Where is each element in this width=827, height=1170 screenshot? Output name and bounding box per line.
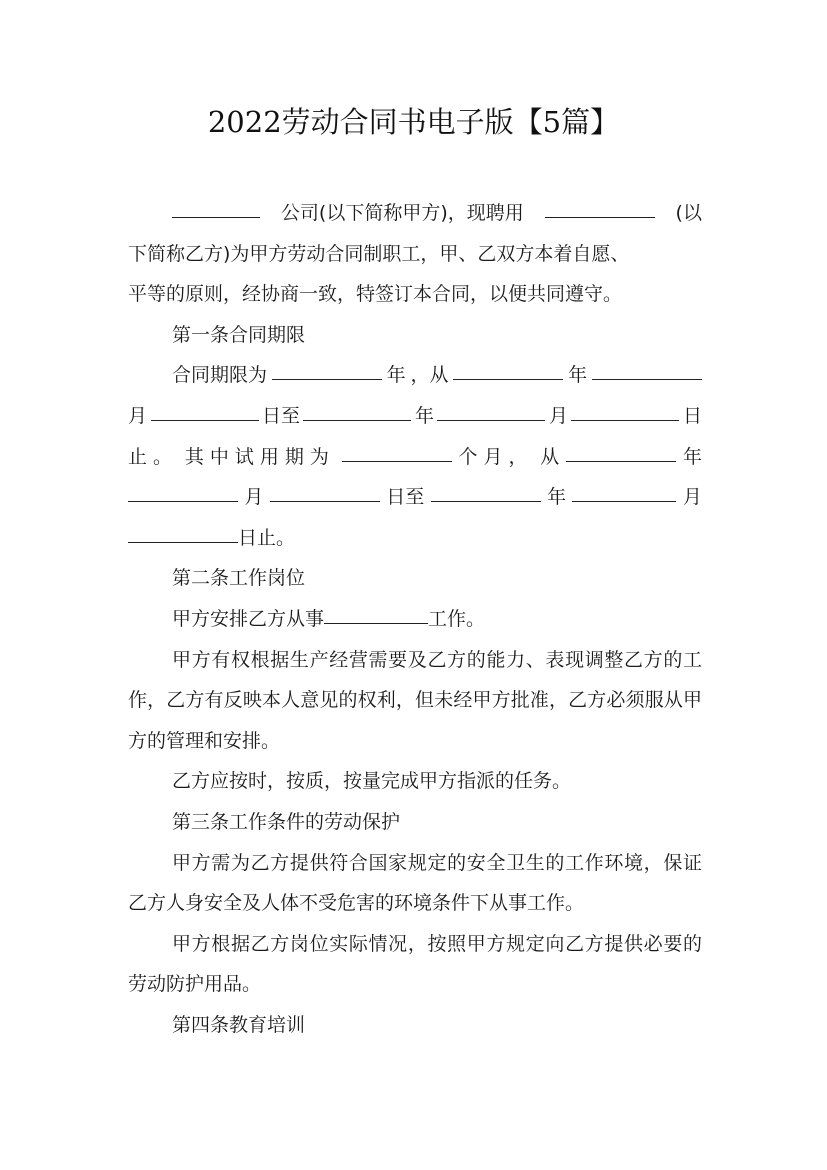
section-2-paragraph-2: 甲方有权根据生产经营需要及乙方的能力、表现调整乙方的工作，乙方有反映本人意见的权利，但未经甲方批准，乙方必须服从甲方的管理和安排。 xyxy=(128,648,702,752)
year-text: 年 xyxy=(386,364,406,387)
probation-months-blank xyxy=(342,437,452,462)
end-day-blank xyxy=(571,396,679,421)
month-text: 月 xyxy=(682,486,702,509)
end-year-blank xyxy=(303,396,411,421)
start-day-blank xyxy=(151,396,259,421)
job-blank xyxy=(324,599,428,624)
day-to-text: 日至 xyxy=(261,404,300,427)
section-1-heading: 第一条合同期限 xyxy=(172,323,306,346)
day-to-text: 日至 xyxy=(386,486,425,509)
intro-text-c: 下简称乙方)为甲方劳动合同制职工，甲、乙双方本着自愿、 xyxy=(128,242,630,265)
start-month-blank xyxy=(592,355,702,380)
probation-start-day-blank xyxy=(270,477,380,502)
year-text: 年 xyxy=(682,445,702,468)
year-text: 年 xyxy=(414,404,434,427)
intro-text-a: 公司(以下简称甲方)，现聘用 xyxy=(280,202,524,224)
term-line-1 xyxy=(128,355,702,396)
year-text: 年 xyxy=(547,486,567,509)
from-text: 从 xyxy=(540,445,560,468)
from-text: ，从 xyxy=(410,364,449,387)
stop-text: 止。 xyxy=(128,445,179,468)
end-month-blank xyxy=(437,396,545,421)
probation-label: 其中试用期为 xyxy=(184,445,335,468)
section-3-heading: 第三条工作条件的劳动保护 xyxy=(172,810,401,833)
probation-end-month-blank xyxy=(572,477,676,502)
job-text-a: 甲方安排乙方从事 xyxy=(172,607,325,630)
section-3-paragraph-2: 甲方根据乙方岗位实际情况，按照甲方规定向乙方提供必要的劳动防护用品。 xyxy=(128,932,702,996)
probation-end-year-blank xyxy=(431,477,541,502)
term-line-3 xyxy=(128,437,702,478)
term-label: 合同期限为 xyxy=(172,364,268,387)
month-text: 月 xyxy=(548,404,568,427)
probation-start-month-blank xyxy=(128,477,238,502)
year-text: 年 xyxy=(568,364,588,387)
intro-line-2 xyxy=(128,234,702,275)
start-year-blank xyxy=(453,355,563,380)
section-3-paragraph-1: 甲方需为乙方提供符合国家规定的安全卫生的工作环境，保证乙方人身安全及人体不受危害的环境条件下从事工作。 xyxy=(128,851,702,915)
month-text: 月 xyxy=(244,486,264,509)
day-text: 日 xyxy=(682,404,702,427)
job-line xyxy=(128,599,702,640)
section-4-heading: 第四条教育培训 xyxy=(172,1013,306,1036)
probation-end-day-blank xyxy=(128,518,238,543)
intro-text-d: 平等的原则，经协商一致，特签订本合同，以便共同遵守。 xyxy=(128,283,623,306)
company-blank xyxy=(172,193,260,218)
document-body xyxy=(128,193,702,1045)
term-line-5 xyxy=(128,518,702,559)
intro-line-1 xyxy=(128,193,702,234)
section-2-heading: 第二条工作岗位 xyxy=(172,567,306,590)
term-line-2 xyxy=(128,396,702,437)
intro-text-b: (以 xyxy=(675,202,702,224)
document-title: 2022劳动合同书电子版【5篇】 xyxy=(207,105,620,139)
months-text: 个月， xyxy=(458,445,534,468)
term-years-blank xyxy=(272,355,382,380)
probation-start-year-blank xyxy=(566,437,676,462)
intro-line-3 xyxy=(128,274,702,315)
month-text: 月 xyxy=(128,404,148,427)
job-text-b: 工作。 xyxy=(428,607,486,630)
employee-blank xyxy=(545,193,655,218)
section-2-paragraph-3: 乙方应按时，按质，按量完成甲方指派的任务。 xyxy=(172,770,572,793)
day-stop-text: 日止。 xyxy=(238,526,296,549)
term-line-4 xyxy=(128,477,702,518)
